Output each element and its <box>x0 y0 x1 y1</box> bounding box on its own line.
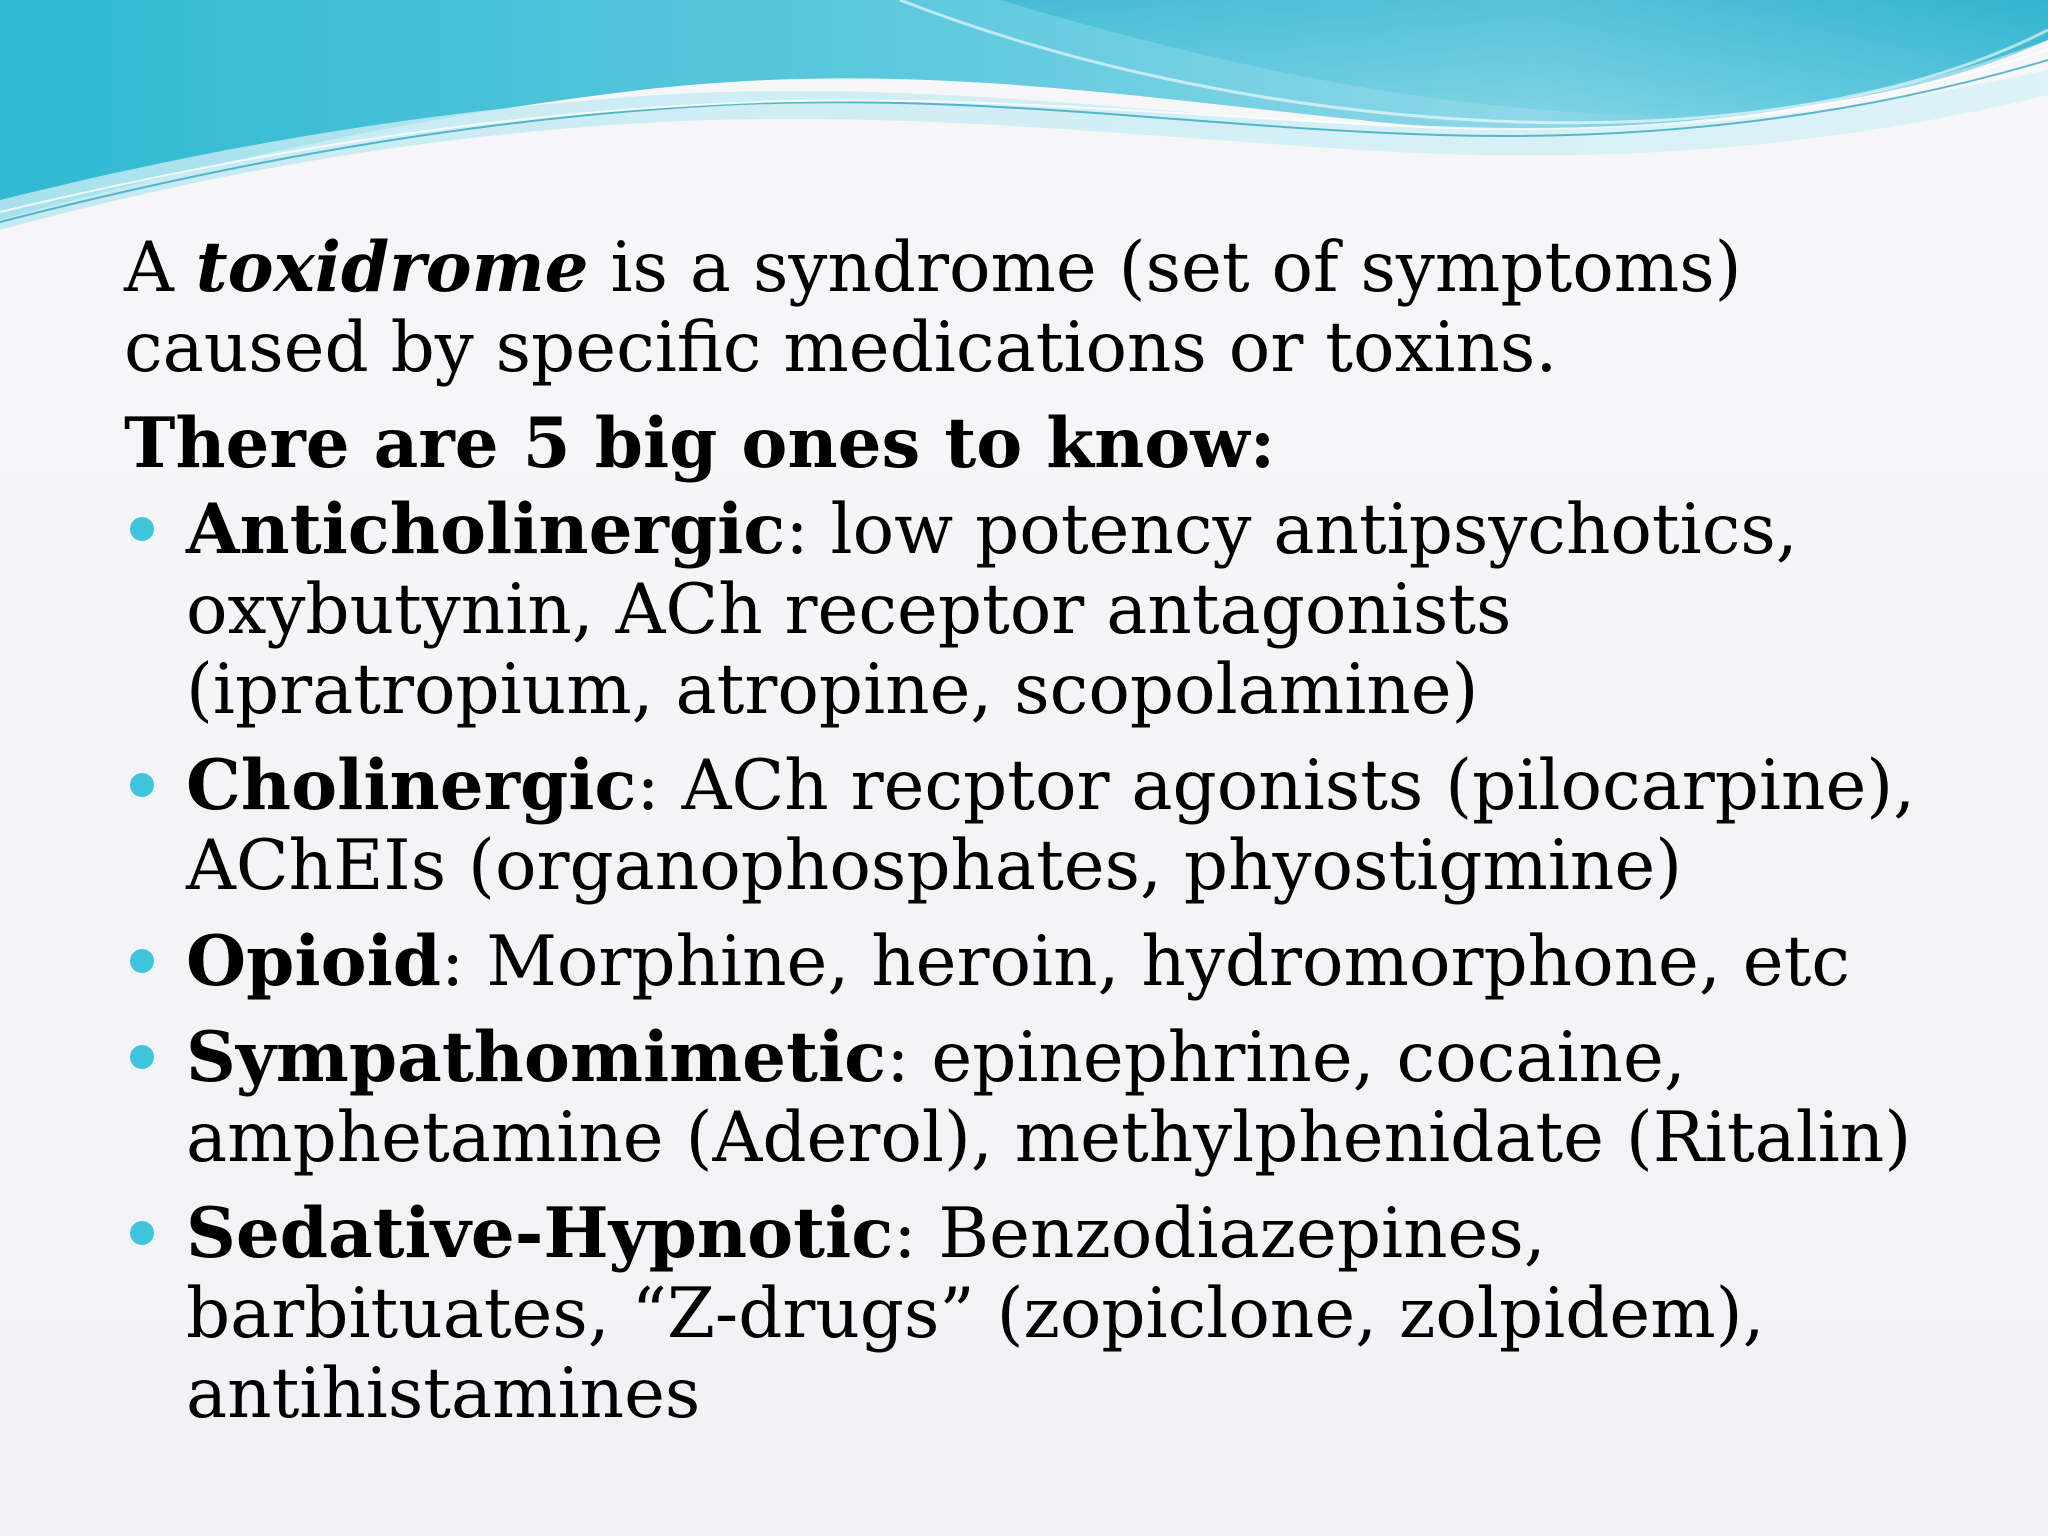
toxidrome-separator: : <box>636 746 682 826</box>
slide-body <box>124 228 1984 1450</box>
list-item <box>124 922 1984 1002</box>
bullet-icon <box>130 1045 154 1069</box>
toxidrome-separator: : <box>886 1018 932 1098</box>
toxidrome-name: Anticholinergic <box>186 489 786 570</box>
toxidrome-separator: : <box>785 490 831 570</box>
toxidrome-separator: : <box>441 922 487 1002</box>
toxidrome-agents: Morphine, heroin, hydromorphone, etc <box>486 922 1850 1002</box>
list-item <box>124 490 1984 730</box>
toxidrome-agents: epinephrine, cocaine, amphetamine (Aderol), methylphenidate (Ritalin) <box>186 1018 1912 1178</box>
bullet-icon <box>130 517 154 541</box>
bullet-icon <box>130 949 154 973</box>
list-item <box>124 1018 1984 1178</box>
toxidrome-agents: ACh recptor agonists (pilocarpine), AChEIs (organophosphates, phyostigmine) <box>186 746 1916 906</box>
intro-term: toxidrome <box>195 227 589 308</box>
intro-paragraph <box>124 228 1984 388</box>
intro-rest: is a syndrome (set of symptoms) caused by specific medications or toxins. <box>124 228 1742 388</box>
list-heading: There are 5 big ones to know: <box>124 403 1276 484</box>
header-wave-decoration <box>0 0 2048 260</box>
toxidrome-name: Sympathomimetic <box>186 1017 887 1098</box>
intro-prefix: A <box>124 228 196 308</box>
toxidrome-name: Sedative-Hypnotic <box>186 1193 894 1274</box>
list-item <box>124 746 1984 906</box>
list-item <box>124 1194 1984 1434</box>
toxidrome-name: Cholinergic <box>186 745 637 826</box>
toxidrome-name: Opioid <box>186 921 442 1002</box>
bullet-icon <box>130 773 154 797</box>
toxidrome-list <box>124 490 1984 1434</box>
toxidrome-agents: low potency antipsychotics, oxybutynin, ACh receptor antagonists (ipratropium, atropine, scopolamine) <box>186 490 1798 730</box>
toxidrome-separator: : <box>893 1194 939 1274</box>
bullet-icon <box>130 1221 154 1245</box>
toxidrome-agents: Benzodiazepines, barbituates, “Z-drugs” (zopiclone, zolpidem), antihistamines <box>186 1194 1765 1434</box>
